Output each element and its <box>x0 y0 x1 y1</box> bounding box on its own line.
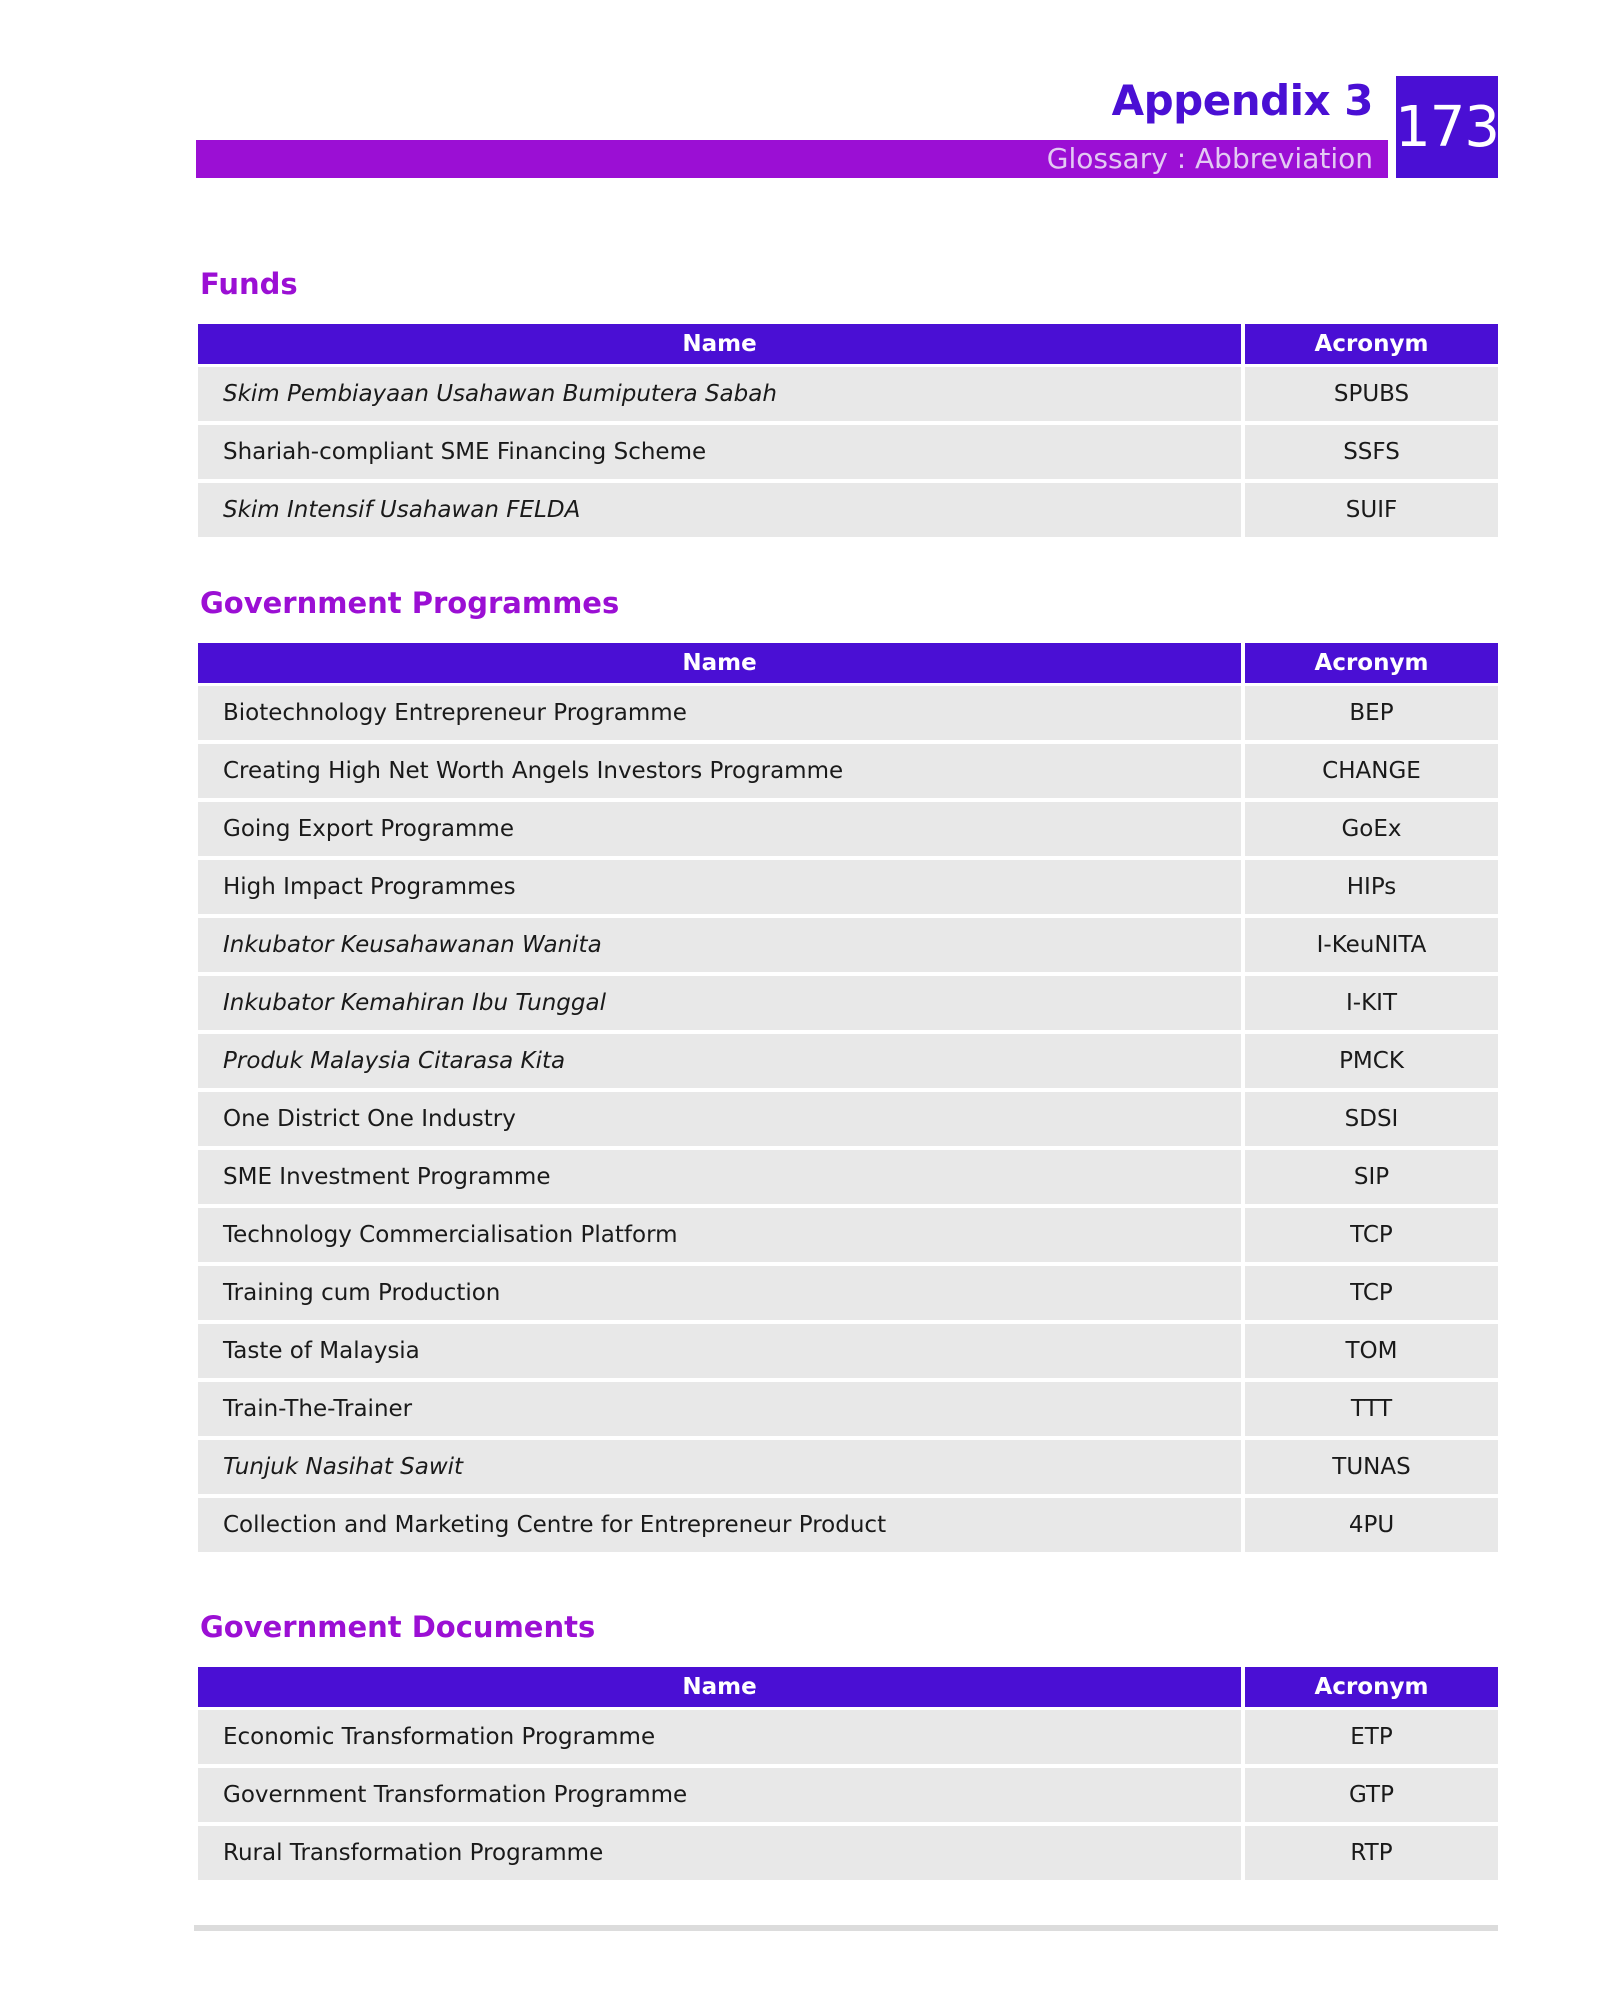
row-acronym-cell: I-KIT <box>1245 976 1498 1034</box>
row-acronym-cell: 4PU <box>1245 1498 1498 1556</box>
row-acronym-cell: TCP <box>1245 1208 1498 1266</box>
table-row <box>198 1768 1498 1826</box>
row-name-cell: Going Export Programme <box>198 802 1245 860</box>
table-row <box>198 1092 1498 1150</box>
row-acronym-cell: GTP <box>1245 1768 1498 1826</box>
page-subtitle: Glossary : Abbreviation <box>1046 142 1373 175</box>
row-name-cell: Government Transformation Programme <box>198 1768 1245 1826</box>
row-name-cell: One District One Industry <box>198 1092 1245 1150</box>
table-header-row <box>198 324 1498 367</box>
column-header-acronym: Acronym <box>1245 1667 1498 1710</box>
row-name-cell: Inkubator Kemahiran Ibu Tunggal <box>198 976 1245 1034</box>
table-body <box>198 367 1498 541</box>
glossary-table <box>198 1667 1498 1884</box>
row-acronym-cell: I-KeuNITA <box>1245 918 1498 976</box>
table-row <box>198 918 1498 976</box>
table-body <box>198 686 1498 1556</box>
table-row <box>198 686 1498 744</box>
row-acronym-cell: GoEx <box>1245 802 1498 860</box>
table-row <box>198 1324 1498 1382</box>
row-acronym-cell: SDSI <box>1245 1092 1498 1150</box>
row-acronym-cell: TCP <box>1245 1266 1498 1324</box>
row-acronym-cell: SIP <box>1245 1150 1498 1208</box>
table-row <box>198 425 1498 483</box>
column-header-name: Name <box>198 324 1245 367</box>
section-funds <box>198 266 1498 541</box>
table-row <box>198 744 1498 802</box>
row-acronym-cell: PMCK <box>1245 1034 1498 1092</box>
table-row <box>198 483 1498 541</box>
table-row <box>198 802 1498 860</box>
page-number: 173 <box>1395 94 1499 160</box>
page-title: Appendix 3 <box>1111 76 1373 125</box>
row-acronym-cell: BEP <box>1245 686 1498 744</box>
table-header-row <box>198 643 1498 686</box>
row-acronym-cell: HIPs <box>1245 860 1498 918</box>
section-government-documents <box>198 1609 1498 1884</box>
section-title: Government Programmes <box>200 586 620 620</box>
table-row <box>198 860 1498 918</box>
row-name-cell: Training cum Production <box>198 1266 1245 1324</box>
row-acronym-cell: TUNAS <box>1245 1440 1498 1498</box>
row-acronym-cell: TOM <box>1245 1324 1498 1382</box>
row-acronym-cell: ETP <box>1245 1710 1498 1768</box>
table-row <box>198 1266 1498 1324</box>
table-row <box>198 367 1498 425</box>
row-name-cell: Inkubator Keusahawanan Wanita <box>198 918 1245 976</box>
row-name-cell: Produk Malaysia Citarasa Kita <box>198 1034 1245 1092</box>
row-name-cell: Technology Commercialisation Platform <box>198 1208 1245 1266</box>
row-name-cell: Skim Pembiayaan Usahawan Bumiputera Sabah <box>198 367 1245 425</box>
row-name-cell: Tunjuk Nasihat Sawit <box>198 1440 1245 1498</box>
page-number-box <box>1396 76 1498 178</box>
table-row <box>198 1150 1498 1208</box>
row-acronym-cell: CHANGE <box>1245 744 1498 802</box>
section-title: Government Documents <box>200 1610 596 1644</box>
table-row <box>198 976 1498 1034</box>
table-row <box>198 1440 1498 1498</box>
table-row <box>198 1710 1498 1768</box>
table-row <box>198 1826 1498 1884</box>
row-acronym-cell: RTP <box>1245 1826 1498 1884</box>
section-title: Funds <box>200 267 298 301</box>
table-row <box>198 1382 1498 1440</box>
column-header-name: Name <box>198 643 1245 686</box>
column-header-acronym: Acronym <box>1245 643 1498 686</box>
row-name-cell: Rural Transformation Programme <box>198 1826 1245 1884</box>
row-acronym-cell: SUIF <box>1245 483 1498 541</box>
section-government-programmes <box>198 585 1498 1556</box>
footer-divider <box>194 1925 1498 1931</box>
row-acronym-cell: SPUBS <box>1245 367 1498 425</box>
row-acronym-cell: SSFS <box>1245 425 1498 483</box>
row-name-cell: SME Investment Programme <box>198 1150 1245 1208</box>
row-name-cell: Economic Transformation Programme <box>198 1710 1245 1768</box>
row-name-cell: Skim Intensif Usahawan FELDA <box>198 483 1245 541</box>
column-header-name: Name <box>198 1667 1245 1710</box>
glossary-table <box>198 643 1498 1556</box>
table-row <box>198 1208 1498 1266</box>
table-row <box>198 1498 1498 1556</box>
table-header-row <box>198 1667 1498 1710</box>
row-name-cell: Train-The-Trainer <box>198 1382 1245 1440</box>
row-name-cell: High Impact Programmes <box>198 860 1245 918</box>
row-name-cell: Biotechnology Entrepreneur Programme <box>198 686 1245 744</box>
row-name-cell: Collection and Marketing Centre for Entrepreneur Product <box>198 1498 1245 1556</box>
row-name-cell: Creating High Net Worth Angels Investors Programme <box>198 744 1245 802</box>
row-acronym-cell: TTT <box>1245 1382 1498 1440</box>
row-name-cell: Shariah-compliant SME Financing Scheme <box>198 425 1245 483</box>
row-name-cell: Taste of Malaysia <box>198 1324 1245 1382</box>
table-row <box>198 1034 1498 1092</box>
column-header-acronym: Acronym <box>1245 324 1498 367</box>
table-body <box>198 1710 1498 1884</box>
glossary-table <box>198 324 1498 541</box>
